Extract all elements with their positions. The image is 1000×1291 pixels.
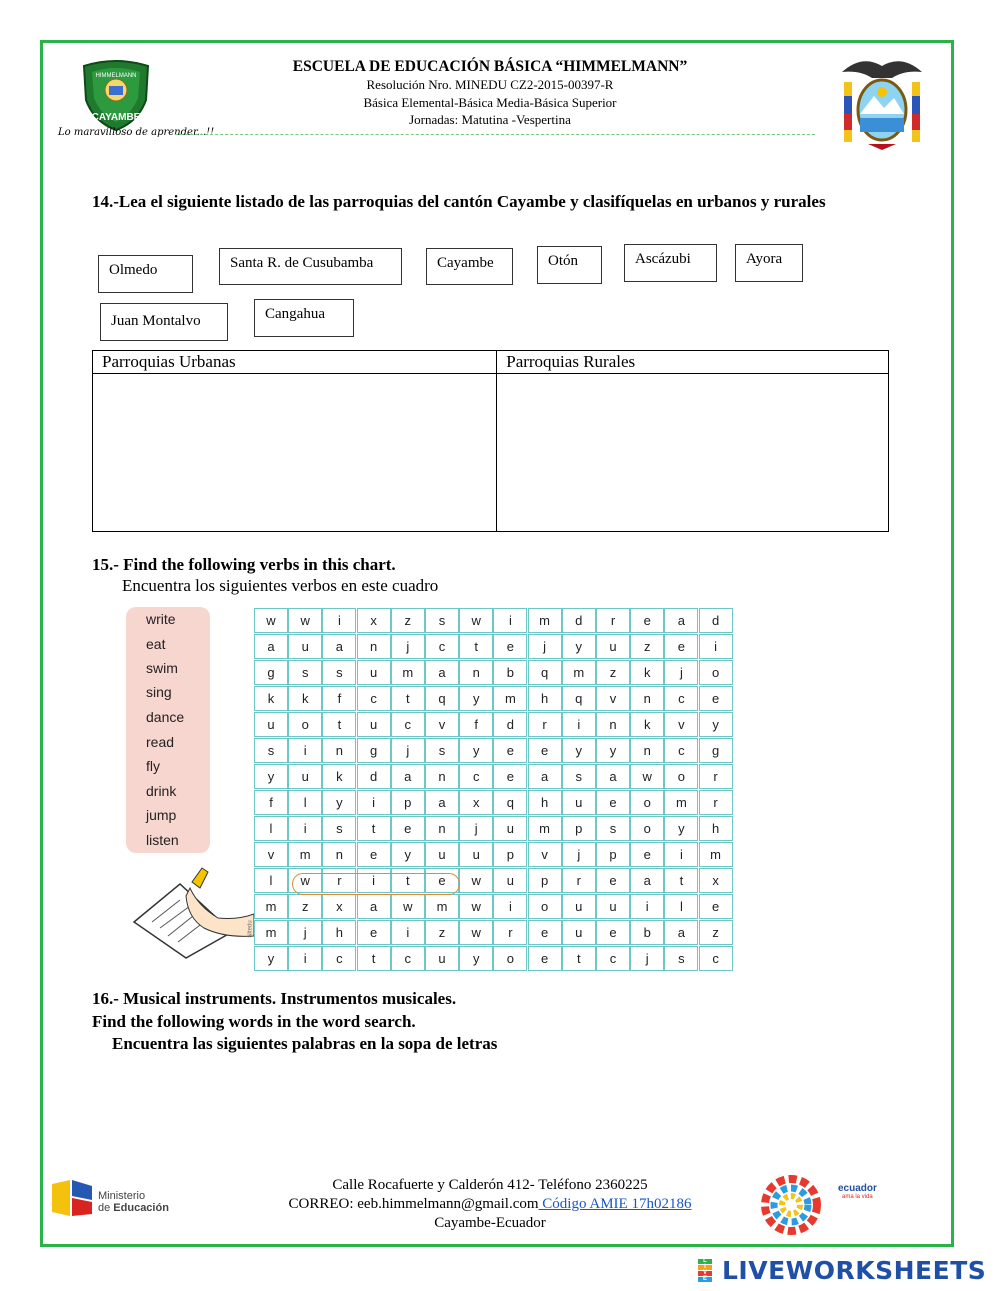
ecuador-tagline: ama la vida <box>842 1194 873 1200</box>
grid-cell[interactable]: z <box>699 920 733 945</box>
grid-cell[interactable]: j <box>391 634 425 659</box>
grid-cell[interactable]: e <box>596 790 630 815</box>
grid-cell[interactable]: i <box>288 738 322 763</box>
footer-city: Cayambe-Ecuador <box>434 1215 546 1231</box>
ministry-line2: de Educación <box>98 1202 169 1214</box>
verb-item: jump <box>146 807 177 823</box>
grid-cell[interactable]: c <box>322 946 356 971</box>
grid-cell[interactable]: e <box>425 868 459 893</box>
grid-cell[interactable]: s <box>254 738 288 763</box>
grid-cell[interactable]: t <box>562 946 596 971</box>
grid-cell[interactable]: r <box>699 790 733 815</box>
question-15-subtitle: Encuentra los siguientes verbos en este cuadro <box>122 576 439 595</box>
grid-cell[interactable]: i <box>493 608 527 633</box>
grid-cell[interactable]: y <box>562 634 596 659</box>
parish-chip[interactable]: Otón <box>537 246 602 284</box>
grid-cell[interactable]: t <box>391 686 425 711</box>
grid-cell[interactable]: u <box>425 946 459 971</box>
grid-cell[interactable]: e <box>664 634 698 659</box>
parish-chip[interactable]: Cayambe <box>426 248 513 285</box>
grid-cell[interactable]: s <box>664 946 698 971</box>
grid-cell[interactable]: t <box>391 868 425 893</box>
grid-cell[interactable]: s <box>288 660 322 685</box>
grid-cell[interactable]: y <box>254 946 288 971</box>
verb-item: fly <box>146 758 160 774</box>
grid-cell[interactable]: n <box>596 712 630 737</box>
grid-cell[interactable]: y <box>459 738 493 763</box>
grid-cell[interactable]: s <box>425 608 459 633</box>
verb-item: eat <box>146 636 166 652</box>
grid-cell[interactable]: m <box>562 660 596 685</box>
ministry-logo <box>52 1178 172 1220</box>
badge-letter: I <box>698 1265 712 1270</box>
grid-cell[interactable]: y <box>322 790 356 815</box>
parish-chip[interactable]: Cangahua <box>254 299 354 337</box>
grid-cell[interactable]: c <box>391 712 425 737</box>
grid-cell[interactable]: u <box>357 712 391 737</box>
grid-cell[interactable]: y <box>699 712 733 737</box>
grid-cell[interactable]: t <box>322 712 356 737</box>
grid-cell[interactable]: h <box>322 920 356 945</box>
grid-cell[interactable]: j <box>391 738 425 763</box>
grid-cell[interactable]: m <box>493 686 527 711</box>
grid-cell[interactable]: x <box>357 608 391 633</box>
grid-cell[interactable]: w <box>630 764 664 789</box>
footer-address: Calle Rocafuerte y Calderón 412- Teléfono 2360225 <box>332 1177 648 1193</box>
grid-cell[interactable]: b <box>493 660 527 685</box>
parish-chip[interactable]: Juan Montalvo <box>100 303 228 341</box>
badge-letter: L <box>698 1259 712 1264</box>
amie-code-link[interactable]: Código AMIE 17h02186 <box>538 1196 692 1212</box>
badge-letter: E <box>698 1277 712 1282</box>
grid-cell[interactable]: x <box>459 790 493 815</box>
grid-cell[interactable]: x <box>322 894 356 919</box>
grid-cell[interactable]: f <box>322 686 356 711</box>
grid-cell[interactable]: o <box>630 790 664 815</box>
logo-top-text: HIMMELMANN <box>95 73 137 79</box>
grid-cell[interactable]: i <box>357 868 391 893</box>
grid-cell[interactable]: a <box>596 764 630 789</box>
resolution: Resolución Nro. MINEDU CZ2-2015-00397-R <box>366 77 614 92</box>
grid-cell[interactable]: v <box>254 842 288 867</box>
grid-cell[interactable]: o <box>528 894 562 919</box>
liveworksheets-badge <box>698 1259 718 1283</box>
grid-cell[interactable]: l <box>254 868 288 893</box>
grid-cell[interactable]: d <box>562 608 596 633</box>
grid-cell[interactable]: c <box>391 946 425 971</box>
liveworksheets-logo: LIVEWORKSHEETS <box>722 1256 987 1285</box>
grid-cell[interactable]: o <box>664 764 698 789</box>
grid-cell[interactable]: u <box>254 712 288 737</box>
grid-cell[interactable]: w <box>459 868 493 893</box>
grid-cell[interactable]: a <box>357 894 391 919</box>
classification-table <box>92 350 889 532</box>
grid-cell[interactable]: j <box>459 816 493 841</box>
grid-cell[interactable]: k <box>288 686 322 711</box>
grid-cell[interactable]: k <box>630 660 664 685</box>
grid-cell[interactable]: q <box>493 790 527 815</box>
grid-cell[interactable]: e <box>493 634 527 659</box>
grid-cell[interactable]: d <box>357 764 391 789</box>
grid-cell[interactable]: y <box>459 686 493 711</box>
grid-cell[interactable]: t <box>664 868 698 893</box>
grid-cell[interactable]: w <box>391 894 425 919</box>
grid-cell[interactable]: j <box>288 920 322 945</box>
grid-cell[interactable]: e <box>528 920 562 945</box>
grid-cell[interactable]: p <box>391 790 425 815</box>
grid-cell[interactable]: u <box>562 920 596 945</box>
grid-cell[interactable]: e <box>596 920 630 945</box>
grid-cell[interactable]: z <box>425 920 459 945</box>
question-16-line2: Find the following words in the word search. <box>92 1012 416 1031</box>
grid-cell[interactable]: n <box>322 842 356 867</box>
urban-header: Parroquias Urbanas <box>93 351 497 374</box>
grid-cell[interactable]: n <box>459 660 493 685</box>
verb-item: swim <box>146 660 178 676</box>
header-divider <box>175 134 815 135</box>
grid-cell[interactable]: r <box>699 764 733 789</box>
grid-cell[interactable]: u <box>288 764 322 789</box>
grid-cell[interactable]: y <box>254 764 288 789</box>
grid-cell[interactable]: c <box>425 634 459 659</box>
grid-cell[interactable]: n <box>630 738 664 763</box>
grid-cell[interactable]: q <box>425 686 459 711</box>
grid-cell[interactable]: i <box>391 920 425 945</box>
verb-item: listen <box>146 832 179 848</box>
grid-cell[interactable]: y <box>562 738 596 763</box>
grid-cell[interactable]: i <box>357 790 391 815</box>
grid-cell[interactable]: a <box>528 764 562 789</box>
parish-chip[interactable]: Santa R. de Cusubamba <box>219 248 402 285</box>
grid-cell[interactable]: e <box>528 946 562 971</box>
grid-cell[interactable]: u <box>596 634 630 659</box>
logo-bottom-text: CAYAMBE <box>91 112 141 123</box>
grid-cell[interactable]: c <box>596 946 630 971</box>
grid-cell[interactable]: i <box>322 608 356 633</box>
question-14-title: 14.-Lea el siguiente listado de las parroquias del cantón Cayambe y clasifíquelas en urbanos y rurales <box>92 192 826 211</box>
grid-cell[interactable]: k <box>254 686 288 711</box>
grid-cell[interactable]: i <box>288 816 322 841</box>
grid-cell[interactable]: y <box>459 946 493 971</box>
grid-cell[interactable]: m <box>528 608 562 633</box>
grid-cell[interactable]: q <box>562 686 596 711</box>
grid-cell[interactable]: j <box>664 660 698 685</box>
grid-cell[interactable]: e <box>630 842 664 867</box>
grid-cell[interactable]: p <box>528 868 562 893</box>
footer-email: CORREO: eeb.himmelmann@gmail.com Código AMIE 17h02186 <box>288 1196 692 1212</box>
grid-cell[interactable]: n <box>357 634 391 659</box>
grid-cell[interactable]: t <box>357 946 391 971</box>
grid-cell[interactable]: o <box>288 712 322 737</box>
grid-cell[interactable]: x <box>699 868 733 893</box>
grid-cell[interactable]: t <box>459 634 493 659</box>
grid-cell[interactable]: k <box>322 764 356 789</box>
grid-cell[interactable]: v <box>664 712 698 737</box>
grid-cell[interactable]: u <box>288 634 322 659</box>
grid-cell[interactable]: m <box>699 842 733 867</box>
grid-cell[interactable]: m <box>391 660 425 685</box>
parish-chip[interactable]: Olmedo <box>98 255 193 293</box>
grid-cell[interactable]: g <box>357 738 391 763</box>
grid-cell[interactable]: l <box>664 894 698 919</box>
grid-cell[interactable]: e <box>357 842 391 867</box>
grid-cell[interactable]: m <box>254 894 288 919</box>
grid-cell[interactable]: a <box>664 920 698 945</box>
grid-cell[interactable]: i <box>493 894 527 919</box>
grid-cell[interactable]: s <box>322 660 356 685</box>
grid-cell[interactable]: n <box>322 738 356 763</box>
grid-cell[interactable]: l <box>288 790 322 815</box>
verb-item: read <box>146 734 175 750</box>
grid-cell[interactable]: h <box>528 790 562 815</box>
ministry-line1: Ministerio <box>98 1190 146 1202</box>
question-16-title: 16.- Musical instruments. Instrumentos musicales. <box>92 989 457 1008</box>
verb-list <box>126 607 210 853</box>
grid-cell[interactable]: u <box>493 868 527 893</box>
grid-cell[interactable]: z <box>630 634 664 659</box>
grid-cell[interactable]: n <box>425 764 459 789</box>
coat-of-arms-icon <box>832 52 932 152</box>
grid-cell[interactable]: d <box>493 712 527 737</box>
grid-cell[interactable]: h <box>528 686 562 711</box>
grid-cell[interactable]: w <box>254 608 288 633</box>
grid-cell[interactable]: s <box>425 738 459 763</box>
grid-cell[interactable]: k <box>630 712 664 737</box>
grid-cell[interactable]: a <box>630 868 664 893</box>
grid-cell[interactable]: j <box>562 842 596 867</box>
grid-cell[interactable]: o <box>493 946 527 971</box>
grid-cell[interactable]: z <box>391 608 425 633</box>
grid-cell[interactable]: d <box>699 608 733 633</box>
verb-item: drink <box>146 783 177 799</box>
grid-cell[interactable]: r <box>493 920 527 945</box>
grid-cell[interactable]: l <box>254 816 288 841</box>
rural-drop-zone[interactable] <box>497 374 889 532</box>
grid-cell[interactable]: s <box>596 816 630 841</box>
ecuador-logo-text: ecuador <box>838 1183 877 1194</box>
grid-cell[interactable]: m <box>288 842 322 867</box>
grid-cell[interactable]: s <box>562 764 596 789</box>
verb-item: dance <box>146 709 185 725</box>
writing-hand-illustration <box>128 866 254 962</box>
grid-cell[interactable]: r <box>322 868 356 893</box>
grid-cell[interactable]: j <box>630 946 664 971</box>
urban-drop-zone[interactable] <box>93 374 497 532</box>
grid-cell[interactable]: w <box>459 894 493 919</box>
grid-cell[interactable]: b <box>630 920 664 945</box>
rural-header: Parroquias Rurales <box>497 351 889 374</box>
grid-cell[interactable]: e <box>699 894 733 919</box>
grid-cell[interactable]: c <box>664 738 698 763</box>
grid-cell[interactable]: a <box>664 608 698 633</box>
grid-cell[interactable]: s <box>322 816 356 841</box>
grid-cell[interactable]: p <box>493 842 527 867</box>
grid-cell[interactable]: a <box>391 764 425 789</box>
grid-cell[interactable]: r <box>562 868 596 893</box>
grid-cell[interactable]: r <box>596 608 630 633</box>
grid-cell[interactable]: m <box>664 790 698 815</box>
question-16-line3: Encuentra las siguientes palabras en la sopa de letras <box>112 1034 498 1053</box>
grid-cell[interactable]: y <box>391 842 425 867</box>
grid-cell[interactable]: i <box>664 842 698 867</box>
grid-cell[interactable]: g <box>254 660 288 685</box>
verb-item: sing <box>146 684 172 700</box>
grid-cell[interactable]: f <box>254 790 288 815</box>
grid-cell[interactable]: a <box>322 634 356 659</box>
grid-cell[interactable]: i <box>630 894 664 919</box>
grid-cell[interactable]: i <box>288 946 322 971</box>
grid-cell[interactable]: c <box>357 686 391 711</box>
grid-cell[interactable]: e <box>391 816 425 841</box>
grid-cell[interactable]: o <box>630 816 664 841</box>
question-15-title: 15.- Find the following verbs in this chart. <box>92 555 396 574</box>
example-word-highlight <box>292 873 460 895</box>
grid-cell[interactable]: e <box>493 738 527 763</box>
grid-cell[interactable]: a <box>425 790 459 815</box>
grid-cell[interactable]: c <box>459 764 493 789</box>
grid-cell[interactable]: u <box>562 790 596 815</box>
grid-cell[interactable]: p <box>596 842 630 867</box>
grid-cell[interactable]: v <box>528 842 562 867</box>
grid-cell[interactable]: c <box>664 686 698 711</box>
parish-chip[interactable]: Ascázubi <box>624 244 717 282</box>
grid-cell[interactable]: a <box>254 634 288 659</box>
grid-cell[interactable]: u <box>493 816 527 841</box>
grid-cell[interactable]: u <box>596 894 630 919</box>
grid-cell[interactable]: n <box>630 686 664 711</box>
ecuador-brand-logo <box>760 1175 890 1235</box>
grid-cell[interactable]: v <box>425 712 459 737</box>
grid-cell[interactable]: y <box>664 816 698 841</box>
grid-cell[interactable]: p <box>562 816 596 841</box>
levels: Básica Elemental-Básica Media-Básica Superior <box>363 95 617 110</box>
grid-cell[interactable]: t <box>357 816 391 841</box>
school-logo <box>76 60 156 132</box>
grid-cell[interactable]: w <box>288 608 322 633</box>
school-motto: Lo maravilloso de aprender...!! <box>58 127 215 138</box>
grid-cell[interactable]: z <box>596 660 630 685</box>
grid-cell[interactable]: n <box>425 816 459 841</box>
grid-cell[interactable]: o <box>699 660 733 685</box>
grid-cell[interactable]: y <box>596 738 630 763</box>
grid-cell[interactable]: f <box>459 712 493 737</box>
grid-cell[interactable]: e <box>699 686 733 711</box>
grid-cell[interactable]: w <box>459 608 493 633</box>
grid-cell[interactable]: e <box>493 764 527 789</box>
grid-cell[interactable]: u <box>357 660 391 685</box>
grid-cell[interactable]: q <box>528 660 562 685</box>
grid-cell[interactable]: w <box>288 868 322 893</box>
verb-item: write <box>146 611 176 627</box>
grid-cell[interactable]: c <box>699 946 733 971</box>
grid-cell[interactable]: j <box>528 634 562 659</box>
grid-cell[interactable]: e <box>630 608 664 633</box>
grid-cell[interactable]: e <box>357 920 391 945</box>
grid-cell[interactable]: z <box>288 894 322 919</box>
illustration-credit: Nitedu <box>247 920 254 938</box>
grid-cell[interactable]: g <box>699 738 733 763</box>
grid-cell[interactable]: r <box>528 712 562 737</box>
grid-cell[interactable]: m <box>425 894 459 919</box>
school-name: ESCUELA DE EDUCACIÓN BÁSICA “HIMMELMANN” <box>292 58 688 75</box>
grid-cell[interactable]: e <box>528 738 562 763</box>
grid-cell[interactable]: i <box>699 634 733 659</box>
grid-cell[interactable]: m <box>254 920 288 945</box>
schedule: Jornadas: Matutina -Vespertina <box>409 112 571 127</box>
grid-cell[interactable]: h <box>699 816 733 841</box>
grid-cell[interactable]: e <box>596 868 630 893</box>
parish-chip[interactable]: Ayora <box>735 244 803 282</box>
grid-cell[interactable]: w <box>459 920 493 945</box>
grid-cell[interactable]: i <box>562 712 596 737</box>
grid-cell[interactable]: a <box>425 660 459 685</box>
grid-cell[interactable]: u <box>459 842 493 867</box>
grid-cell[interactable]: u <box>425 842 459 867</box>
grid-cell[interactable]: m <box>528 816 562 841</box>
badge-letter: V <box>698 1271 712 1276</box>
grid-cell[interactable]: u <box>562 894 596 919</box>
grid-cell[interactable]: v <box>596 686 630 711</box>
